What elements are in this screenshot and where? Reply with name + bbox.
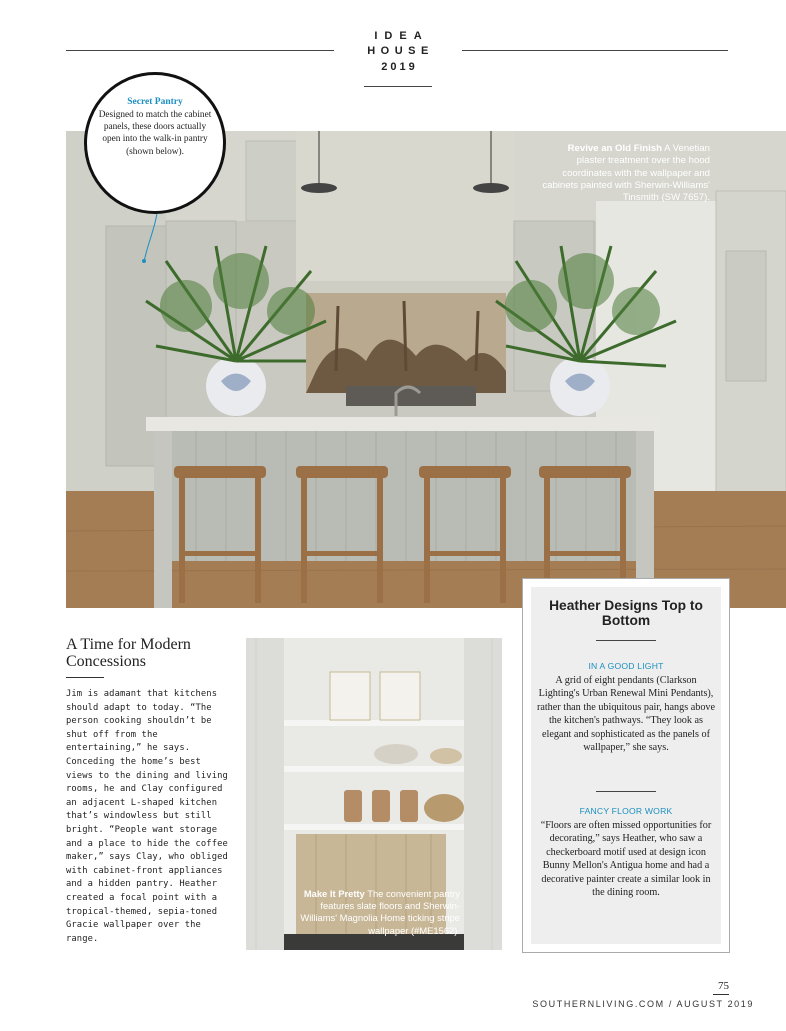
header-year: 2019 [381,61,418,73]
sidebar-title: Heather Designs Top to Bottom [549,598,703,628]
sidebar-heading-floor: FANCY FLOOR WORK [579,806,673,816]
page-number: 75 [718,980,729,992]
page-number-rule [713,994,729,995]
header-house: HOUSE [367,45,434,57]
hero-caption-title: Revive an Old Finish [567,143,662,154]
sidebar-body-light: A grid of eight pendants (Clarkson Lighting's Urban Renewal Mini Pendants), rather than the ubiquitous pair, hangs above the kitchen's pathways. “They look as elegant and sophisticated as the panels of wallpaper,” she says. [536,675,716,754]
callout-title: Secret Pantry [127,97,183,107]
article-body: Jim is adamant that kitchens should adapt to today. “The person cooking shouldn’t be shut off from the entertaining,” he says. Conceding the home’s best views to the dining and living rooms, he and Clay configured an adjacent L-shaped kitchen that’s windowless but still bright. “People want storage and a place to hide the coffee maker,” says Clay, who obliged with cabinet-front appliances and a hidden pantry. Heather created a focal point with a tropical-themed, sepia-toned Gracie wallpaper over the range. [66,689,228,944]
sidebar-section-rule [596,791,656,792]
sidebar-title-rule [596,640,656,641]
sidebar-heading-light: IN A GOOD LIGHT [588,661,664,671]
secret-pantry-callout [84,72,226,214]
pantry-caption-body: The convenient pantry features slate floors and Sherwin-Williams' Magnolia Home ticking stripe wallpaper (#ME1562). [300,888,460,936]
hero-caption [538,143,710,204]
header-rule-right [462,50,728,51]
pantry-caption-title: Make It Pretty [303,888,365,899]
header-underline [364,86,432,87]
publication-footer: SOUTHERNLIVING.COM / AUGUST 2019 [532,999,754,1009]
sidebar-body-floor: “Floors are often missed opportunities for decorating,” says Heather, who saw a checkerboard motif used at design icon Bunny Mellon's Antigua home and had a decorative painter create a similar look in the dining room. [540,820,712,899]
article-rule [66,677,104,678]
article-headline: A Time for Modern Concessions [66,636,191,670]
header-rule-left [66,50,334,51]
callout-body: Designed to match the cabinet panels, these doors actually open into the walk-in pantry (shown below). [98,110,212,157]
pantry-caption [290,888,460,937]
hero-caption-body: A Venetian plaster treatment over the hood coordinates with the wallpaper and cabinets painted with Sherwin-Williams' Tinsmith (SW 7657). [542,143,710,204]
header-idea: IDEA [374,30,429,42]
